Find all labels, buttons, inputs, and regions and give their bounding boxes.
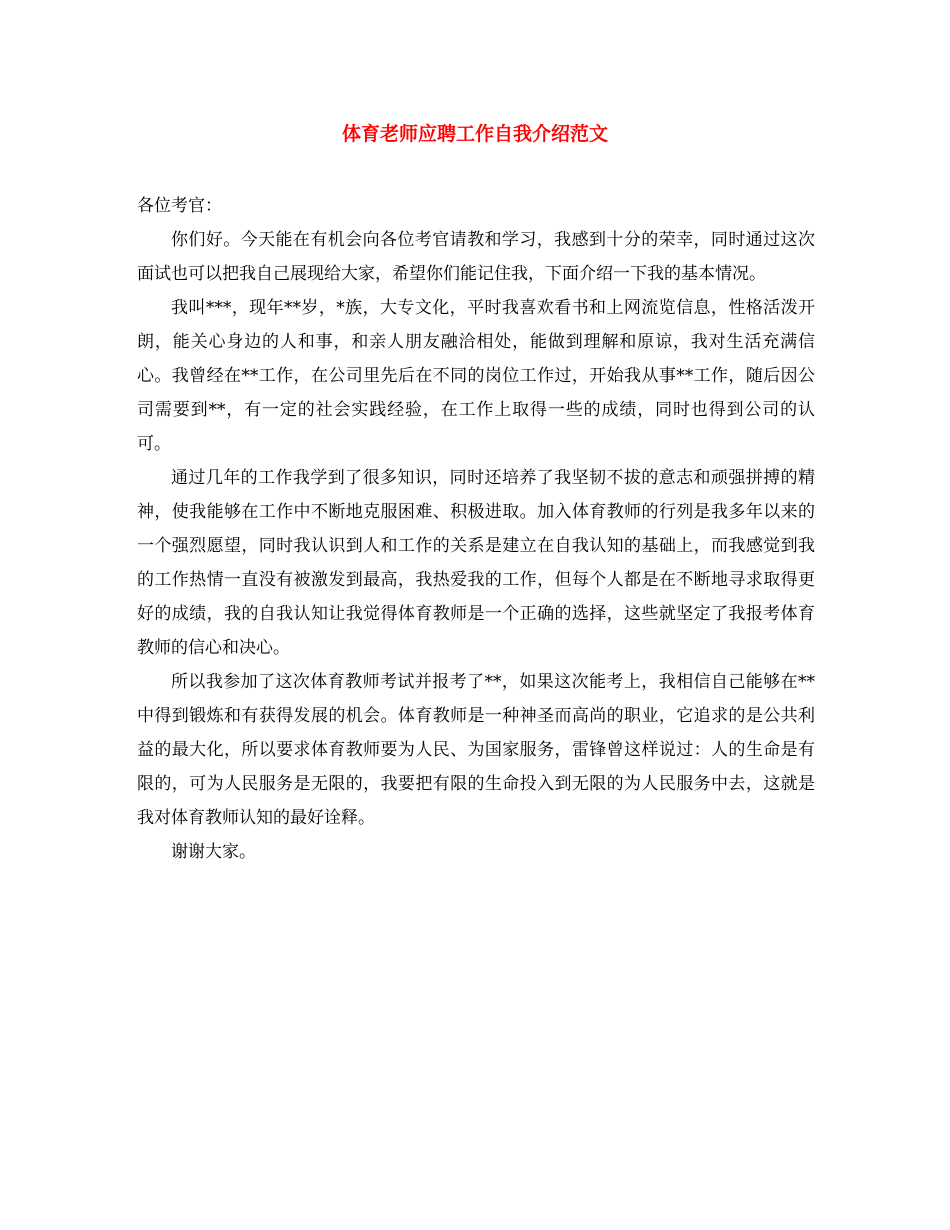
paragraph-motivation: 通过几年的工作我学到了很多知识，同时还培养了我坚韧不拔的意志和顽强拼搏的精神，使我能够在工作中不断地克服困难、积极进取。加入体育教师的行列是我多年以来的一个强烈愿望，同时我认识到人和工作的关系是建立在自我认知的基础上，而我感觉到我的工作热情一直没有被激发到最高，我热爱我的工作，但每个人都是在不断地寻求取得更好的成绩，我的自我认知让我觉得体育教师是一个正确的选择，这些就坚定了我报考体育教师的信心和决心。 <box>137 468 815 658</box>
document-title: 体育老师应聘工作自我介绍范文 <box>341 123 608 145</box>
paragraph-closing: 谢谢大家。 <box>171 842 256 862</box>
paragraph-personal-info: 我叫***，现年**岁，*族，大专文化，平时我喜欢看书和上网流览信息，性格活泼开朗，能关心身边的人和事，和亲人朋友融洽相处，能做到理解和原谅，我对生活充满信心。我曾经在**工作，在公司里先后在不同的岗位工作过，开始我从事**工作，随后因公司需要到**，有一定的社会实践经验，在工作上取得一些的成绩，同时也得到公司的认可。 <box>137 298 815 454</box>
document-body <box>137 189 815 869</box>
salutation: 各位考官： <box>137 196 222 216</box>
paragraph-greeting: 你们好。今天能在有机会向各位考官请教和学习，我感到十分的荣幸，同时通过这次面试也可以把我自己展现给大家，希望你们能记住我，下面介绍一下我的基本情况。 <box>137 230 815 284</box>
paragraph-application: 所以我参加了这次体育教师考试并报考了**，如果这次能考上，我相信自己能够在**中得到锻炼和有获得发展的机会。体育教师是一种神圣而高尚的职业，它追求的是公共利益的最大化，所以要求体育教师要为人民、为国家服务，雷锋曾这样说过：人的生命是有限的，可为人民服务是无限的，我要把有限的生命投入到无限的为人民服务中去，这就是我对体育教师认知的最好诠释。 <box>137 672 815 828</box>
